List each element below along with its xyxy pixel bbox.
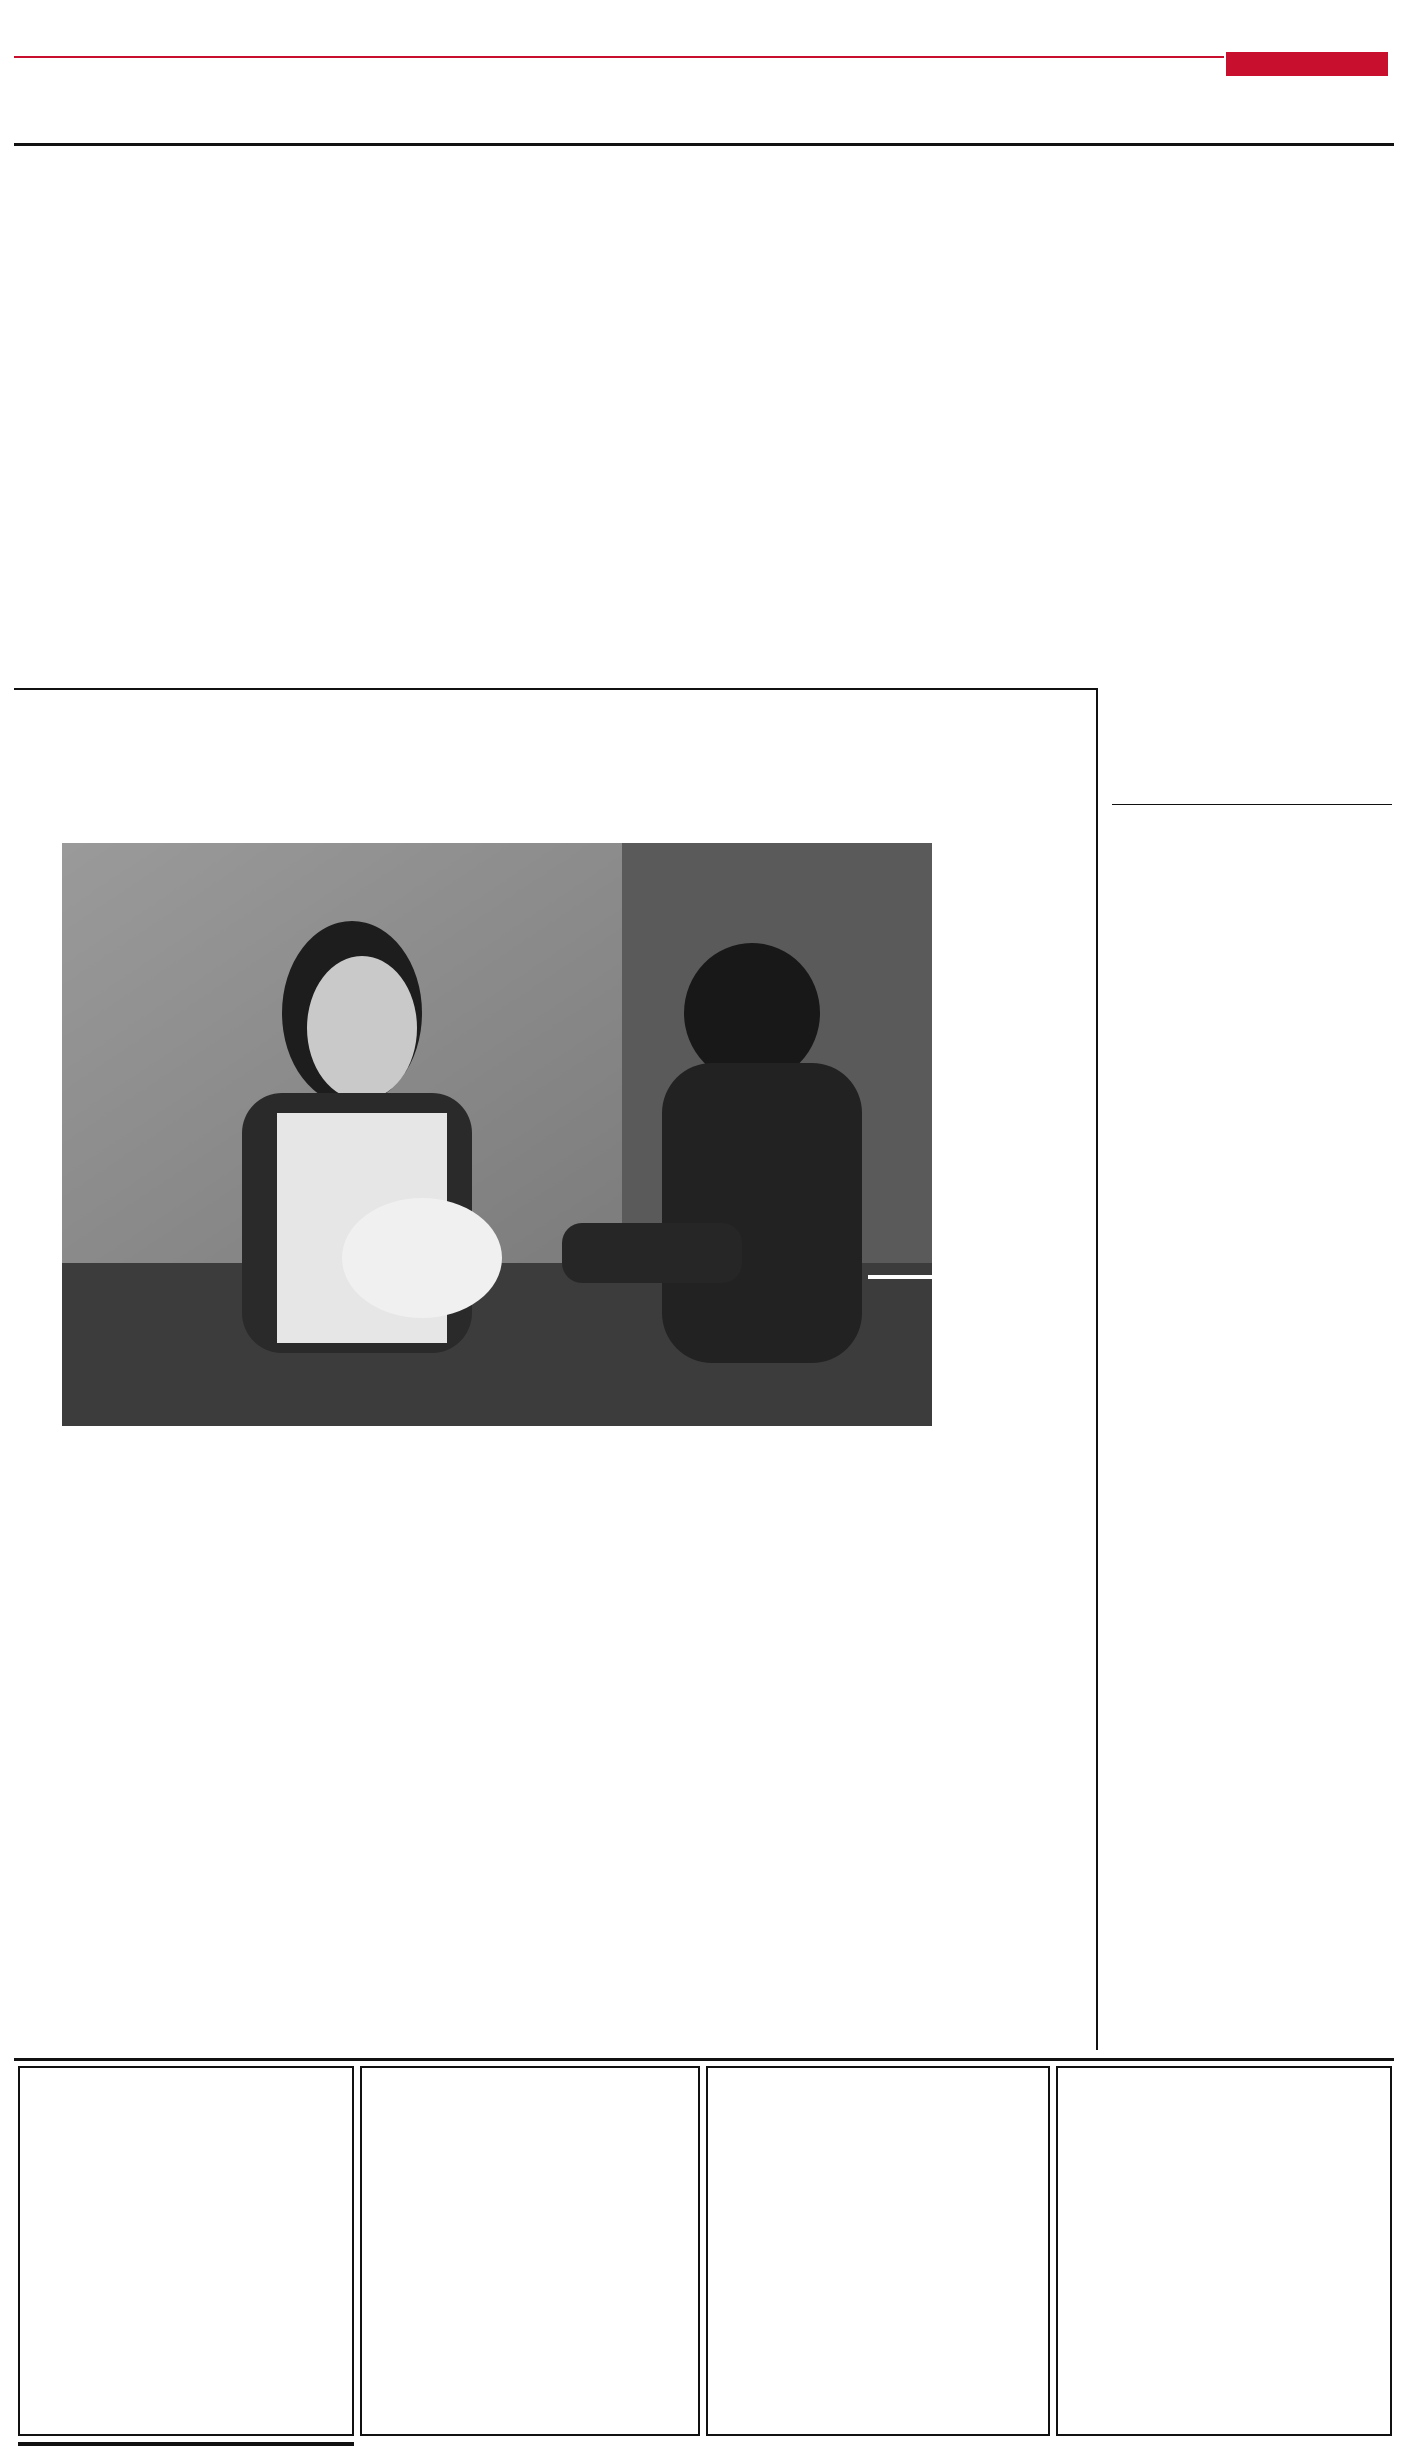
ad-text <box>20 2068 352 2074</box>
ad-court-auction-1 <box>18 2066 354 2436</box>
photo-caption <box>868 1275 932 1279</box>
top-rule <box>14 143 1394 146</box>
masthead <box>0 0 1409 60</box>
ad-lost-vehicle-notice <box>18 2442 354 2446</box>
story1-divider <box>14 688 1096 690</box>
ads-top-rule <box>14 2058 1394 2061</box>
ad-auction-3 <box>706 2066 1050 2436</box>
photo-illustration <box>62 843 932 1426</box>
ad-auction-4 <box>1056 2066 1392 2436</box>
ad-text <box>1058 2068 1390 2074</box>
ad-auction-2 <box>360 2066 700 2436</box>
masthead-rule <box>14 56 1224 58</box>
sidebar-vertical-rule <box>1096 688 1098 2050</box>
mother-care-photo <box>62 843 932 1426</box>
sub-section-tab <box>1226 52 1388 76</box>
ad-text <box>708 2068 1048 2074</box>
sidebar-head-rule <box>1112 804 1392 805</box>
ad-text <box>362 2068 698 2074</box>
